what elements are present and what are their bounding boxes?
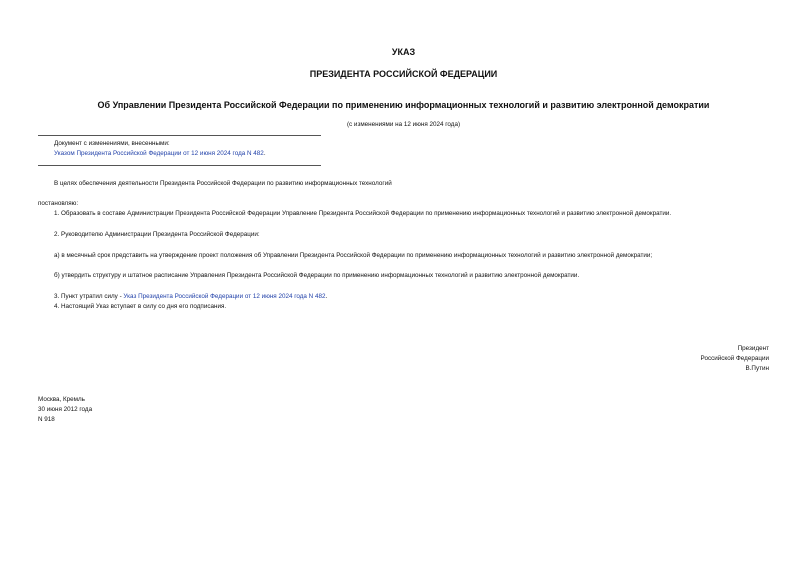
paragraph-3: [54, 293, 327, 301]
paragraph-3-suffix: .: [325, 293, 328, 300]
amend-link-suffix: .: [263, 150, 266, 157]
footer-number: N 918: [38, 416, 55, 423]
signature-title: Президент: [737, 345, 769, 352]
footer-place: Москва, Кремль: [38, 396, 85, 403]
amend-box-top-rule: [38, 135, 321, 136]
preamble: В целях обеспечения деятельности Президента Российской Федерации по развитию информационных технологий: [54, 180, 392, 187]
paragraph-2: 2. Руководителю Администрации Президента Российской Федерации:: [54, 231, 260, 238]
decree-word: постановляю:: [38, 200, 79, 207]
paragraph-1: 1. Образовать в составе Администрации Президента Российской Федерации Управление Президента Российской Федерации по применению информационных технологий и развитию электронной демократии.: [54, 210, 672, 217]
repealing-decree-link[interactable]: Указ Президента Российской Федерации от 12 июня 2024 года N 482: [123, 293, 326, 300]
document-issuer: ПРЕЗИДЕНТА РОССИЙСКОЙ ФЕДЕРАЦИИ: [309, 69, 498, 79]
signature-country: Российской Федерации: [700, 355, 769, 362]
footer-date: 30 июня 2012 года: [38, 406, 93, 413]
document-heading: УКАЗ: [391, 47, 416, 57]
amending-decree-link[interactable]: Указом Президента Российской Федерации от 12 июня 2024 года N 482: [54, 150, 264, 157]
paragraph-3-prefix: 3. Пункт утратил силу -: [54, 293, 124, 300]
document-subject: Об Управлении Президента Российской Федерации по применению информационных технологий и развитию электронной демократии: [97, 100, 710, 110]
amend-box-bottom-rule: [38, 165, 321, 166]
signature-name: В.Путин: [745, 365, 769, 372]
amendment-note: (с изменениями на 12 июня 2024 года): [346, 121, 461, 128]
paragraph-2b: б) утвердить структуру и штатное расписание Управления Президента Российской Федерации по применению информационных технологий и развитию электронной демократии.: [54, 272, 580, 279]
paragraph-2a: а) в месячный срок представить на утверждение проект положения об Управлении Президента Российской Федерации по применению информационных технологий и развитию электронной демократии;: [54, 252, 653, 259]
amend-box-link-line: [54, 150, 266, 158]
amend-box-label: Документ с изменениями, внесенными:: [54, 140, 170, 147]
paragraph-4: 4. Настоящий Указ вступает в силу со дня его подписания.: [54, 303, 227, 310]
